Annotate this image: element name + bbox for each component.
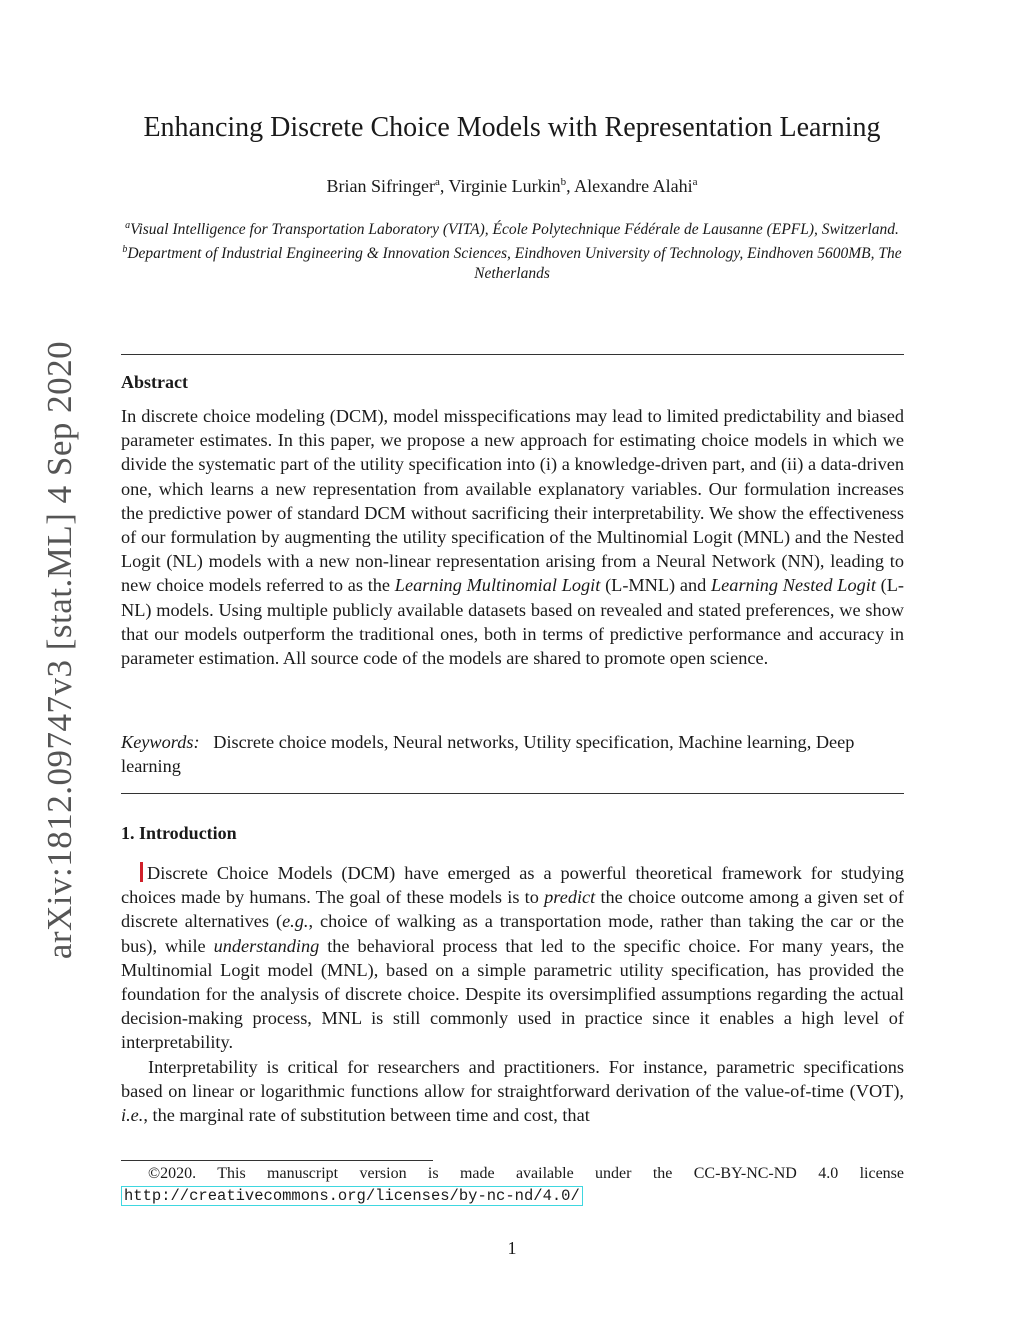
paper-title: Enhancing Discrete Choice Models with Representation Learning <box>143 112 881 143</box>
affiliation-b <box>120 240 904 284</box>
intro-emphasis: i.e. <box>121 1105 144 1126</box>
keywords <box>121 730 904 778</box>
introduction-paragraph-2 <box>121 1055 904 1128</box>
author-affil-mark: b <box>560 176 567 188</box>
intro-text: , the marginal rate of substitution between time and cost, that <box>143 1105 590 1126</box>
arxiv-identifier-stamp: arXiv:1812.09747v3 [stat.ML] 4 Sep 2020 <box>40 340 79 960</box>
intro-emphasis: understanding <box>213 935 320 956</box>
intro-text: Interpretability is critical for researchers and practitioners. For instance, parametric specifications based on linear or logarithmic functions allow for straightforward derivation of the value-of-time (VOT), <box>121 1056 904 1101</box>
intro-text: Discrete Choice Models (DCM) have emerged as a powerful theoretical framework for studying choices made by humans. The goal of these models is to <box>121 863 904 908</box>
license-text: ©2020. This manuscript version is made available under the CC-BY-NC-ND 4.0 license <box>148 1165 904 1182</box>
author-affil-mark: a <box>434 176 440 188</box>
abstract-heading: Abstract <box>121 372 188 392</box>
author-list: Brian Sifringer$^a$, Virginie Lurkin$^b$, Alexandre Alahi$^a$ <box>326 176 698 196</box>
page-number: 1 <box>507 1238 517 1258</box>
affiliation-text: Department of Industrial Engineering & Innovation Sciences, Eindhoven University of Technology, Eindhoven 5600MB, The Netherlands <box>127 245 902 283</box>
abstract-bottom-rule <box>121 793 904 794</box>
introduction-body <box>121 861 904 1127</box>
footnote-rule <box>121 1160 433 1161</box>
intro-text: the behavioral process that led to the specific choice. For many years, the Multinomial Logit model (MNL), based on a simple parametric utility specification, has provided the foundation for the analysis of discrete choice. Despite its oversimplified assumptions regarding the actual decision-making process, MNL is still commonly used in practice since it enables a high level of interpretability. <box>121 935 904 1053</box>
text-cursor-marker <box>140 862 143 882</box>
affiliation-a <box>120 216 904 240</box>
abstract-top-rule <box>121 354 904 355</box>
intro-emphasis: e.g. <box>282 911 309 932</box>
author-name: Alexandre Alahi <box>574 176 693 196</box>
affiliation-mark: a <box>125 220 131 231</box>
abstract-body <box>121 404 904 670</box>
author-affil-mark: a <box>692 176 698 188</box>
abstract-text: In discrete choice modeling (DCM), model misspecifications may lead to limited predictability and biased parameter estimates. In this paper, we propose a new approach for estimating choice models in which we divide the systematic part of the utility specification into (i) a knowledge-driven part, and (ii) a data-driven one, which learns a new representation from available explanatory variables. Our formulation increases the predictive power of standard DCM without sacrificing their interpretability. We show the effectiveness of our formulation by augmenting the utility specification of the Multinomial Logit (MNL) and the Nested Logit (NL) models with a new non-linear representation arising from a Neural Network (NN), leading to new choice models referred to as the <box>121 406 904 596</box>
author-name: Brian Sifringer <box>326 176 435 196</box>
abstract-text: (L-MNL) and <box>600 575 712 596</box>
affiliation-text: Visual Intelligence for Transportation Laboratory (VITA), École Polytechnique Fédérale de Lausanne (EPFL), Switzerland. <box>130 221 899 239</box>
introduction-heading: 1. Introduction <box>121 823 237 843</box>
license-footnote <box>121 1163 904 1207</box>
abstract-text: (L-NL) models. Using multiple publicly available datasets based on revealed and stated preferences, we show that our models outperform the traditional ones, both in terms of predictive performance and accuracy in parameter estimation. All source code of the models are shared to promote open science. <box>121 575 904 669</box>
intro-text: , choice of walking as a transportation mode, rather than taking the car or the bus), while <box>121 911 905 956</box>
keywords-label: Keywords: <box>121 732 200 752</box>
introduction-paragraph-1 <box>121 861 904 1055</box>
keywords-text: Discrete choice models, Neural networks, Utility specification, Machine learning, Deep learning <box>121 732 855 777</box>
intro-emphasis: predict <box>544 887 596 908</box>
affiliations <box>120 216 904 284</box>
abstract-emphasis: Learning Multinomial Logit <box>394 575 601 596</box>
author-name: Virginie Lurkin <box>448 176 561 196</box>
license-link[interactable]: http://creativecommons.org/licenses/by-nc-nd/4.0/ <box>121 1186 583 1206</box>
affiliation-mark: b <box>122 244 128 256</box>
abstract-emphasis: Learning Nested Logit <box>711 575 876 596</box>
intro-text: the choice outcome among a given set of discrete alternatives ( <box>121 887 904 932</box>
